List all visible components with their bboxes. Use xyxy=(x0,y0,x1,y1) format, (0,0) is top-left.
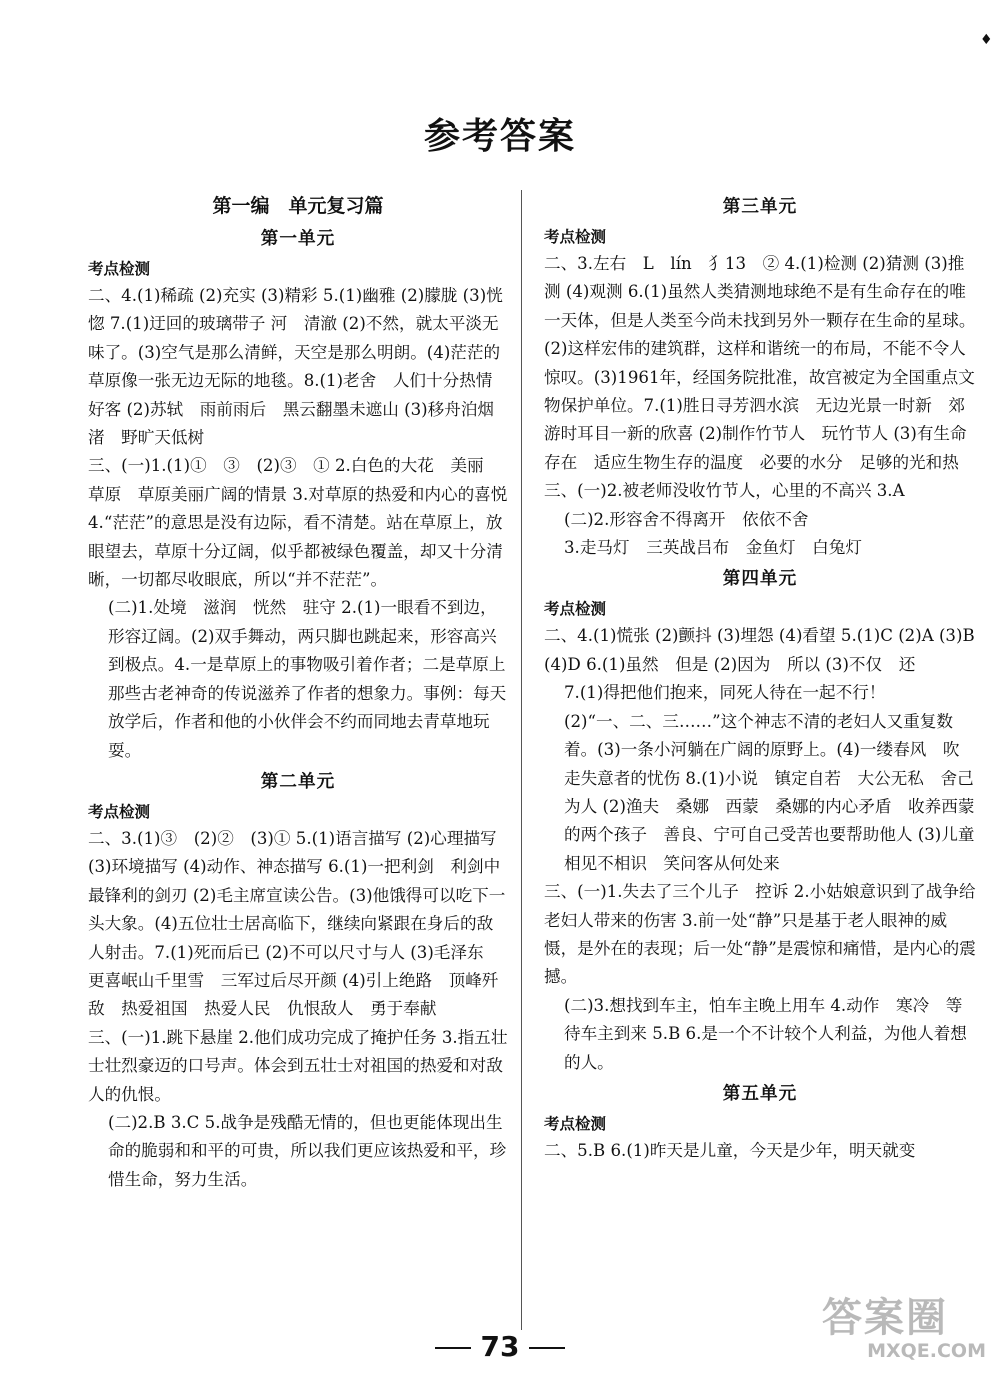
section-label: 考点检测 xyxy=(88,802,151,821)
unit-1 xyxy=(88,222,508,765)
watermark-main-text: 答案圈 xyxy=(822,1295,948,1341)
unit-3 xyxy=(544,190,976,562)
answer-paragraph: 二、4.(1)慌张 (2)颤抖 (3)埋怨 (4)看望 5.(1)C (2)A (3)B (4)D 6.(1)虽然 但是 (2)因为 所以 (3)不仅 还 xyxy=(544,626,975,674)
answer-paragraph: (二)2.B 3.C 5.战争是残酷无情的，但也更能体现出生命的脆弱和和平的可贵，所以我们更应该热爱和平，珍惜生命，努力生活。 xyxy=(108,1112,507,1189)
answer-paragraph: 二、4.(1)稀疏 (2)充实 (3)精彩 5.(1)幽雅 (2)朦胧 (3)恍惚 7.(1)迂回的玻璃带子 河 清澈 (2)不然，就太平淡无味了。(3)空气是那么清鲜，天空是那么明朗。(4)茫茫的草原像一张无边无际的地毯。8.(1)老舍 人们十分热情好客 (2)苏轼 雨前雨后 黑云翻墨未遮山 (3)移舟泊烟渚 野旷天低树 xyxy=(88,286,503,448)
section-label: 考点检测 xyxy=(544,600,607,619)
watermark-logo xyxy=(822,1296,992,1368)
watermark-sub-text: MXQE.COM xyxy=(867,1340,986,1362)
corner-mark: ♦ xyxy=(980,32,993,48)
section-label: 考点检测 xyxy=(544,1114,607,1133)
answer-paragraph: 三、(一)1.跳下悬崖 2.他们成功完成了掩护任务 3.指五壮士壮烈豪迈的口号声。体会到五壮士对祖国的热爱和对敌人的仇恨。 xyxy=(88,1027,508,1104)
left-column xyxy=(88,190,508,1194)
unit-4 xyxy=(544,562,976,1077)
answer-paragraph: 3.走马灯 三英战吕布 金鱼灯 白兔灯 xyxy=(564,538,862,558)
unit-title: 第二单元 xyxy=(260,771,336,792)
answer-paragraph: 三、(一)1.(1)① ③ (2)③ ① 2.白色的大花 美丽 草原 草原美丽广阔的情景 3.对草原的热爱和内心的喜悦 4.“茫茫”的意思是没有边际，看不清楚。站在草原上，放眼望去，草原十分辽阔，似乎都被绿色覆盖，却又十分清晰，一切都尽收眼底，所以“并不茫茫”。 xyxy=(88,456,508,590)
unit-title: 第四单元 xyxy=(722,569,798,590)
unit-title: 第一单元 xyxy=(260,229,336,249)
unit-title: 第三单元 xyxy=(722,197,798,217)
part-title: 第一编 单元复习篇 xyxy=(212,195,384,217)
page-title: 参考答案 xyxy=(423,116,576,157)
column-divider xyxy=(521,190,522,1330)
unit-title: 第五单元 xyxy=(722,1083,798,1104)
answer-paragraph: (2)“一、二、三……”这个神志不清的老妇人又重复数着。(3)一条小河躺在广阔的原野上。(4)一缕春风 吹走失意者的忧伤 8.(1)小说 镇定自若 大公无私 舍己为人 (2)渔夫 桑娜 西蒙 桑娜的内心矛盾 收养西蒙的两个孩子 善良、宁可自己受苦也要帮助他人 (3)儿童相见不相识 笑问客从何处来 xyxy=(564,711,975,873)
section-label: 考点检测 xyxy=(544,228,607,246)
answer-paragraph: (二)2.形容舍不得离开 依依不舍 xyxy=(564,509,809,529)
answer-paragraph: 三、(一)2.被老师没收竹节人，心里的不高兴 3.A xyxy=(544,481,905,501)
answer-paragraph: (二)3.想找到车主，怕车主晚上用车 4.动作 寒冷 等待车主到来 5.B 6.是一个不计较个人利益，为他人着想的人。 xyxy=(564,995,967,1072)
answer-paragraph: 二、3.(1)③ (2)② (3)① 5.(1)语言描写 (2)心理描写 (3)环境描写 (4)动作、神态描写 6.(1)一把利剑 利剑中最锋利的剑刃 (2)毛主席宣读公告。(3)他饿得可以吃下一头大象。(4)五位壮士居高临下，继续向紧跟在身后的敌人射击。7.(1)死而后已 (2)不可以尺寸与人 (3)毛泽东 更喜岷山千里雪 三军过后尽开颜 (4)引上绝路 顶峰歼敌 热爱祖国 热爱人民 仇恨敌人 勇于奉献 xyxy=(88,828,506,1019)
unit-2 xyxy=(88,765,508,1194)
page-number-dash-left xyxy=(435,1347,471,1349)
unit-5 xyxy=(544,1077,976,1165)
answer-paragraph: (二)1.处境 滋润 恍然 驻守 2.(1)一眼看不到边，形容辽阔。(2)双手舞动，两只脚也跳起来，形容高兴到极点。4.一是草原上的事物吸引着作者；二是草原上那些古老神奇的传说滋养了作者的想象力。事例：每天放学后，作者和他的小伙伴会不约而同地去青草地玩耍。 xyxy=(108,598,507,760)
answer-paragraph: 7.(1)得把他们抱来，同死人待在一起不行！ xyxy=(564,683,886,703)
right-column xyxy=(544,190,976,1165)
page-number-text: 73 xyxy=(480,1330,520,1363)
answer-paragraph: 二、3.左右 L lín ⺨13 ② 4.(1)检测 (2)猜测 (3)推测 (4)观测 6.(1)虽然人类猜测地球绝不是有生命存在的唯一天体，但是人类至今尚未找到另外一颗存在生命的星球。(2)这样宏伟的建筑群，这样和谐统一的布局，不能不令人惊叹。(3)1961年，经国务院批准，故宫被定为全国重点文物保护单位。7.(1)胜日寻芳泗水滨 无边光景一时新 郊游时耳目一新的欣喜 (2)制作竹节人 玩竹节人 (3)有生命存在 适应生物生存的温度 必要的水分 足够的光和热 xyxy=(544,254,976,472)
answer-paragraph: 三、(一)1.失去了三个儿子 控诉 2.小姑娘意识到了战争给老妇人带来的伤害 3.前一处“静”只是基于老人眼神的威慑，是外在的表现；后一处“静”是震惊和痛惜，是内心的震撼。 xyxy=(544,882,976,987)
answer-paragraph: 二、5.B 6.(1)昨天是儿童，今天是少年，明天就变 xyxy=(544,1140,916,1160)
page-number-dash-right xyxy=(529,1347,565,1349)
section-label: 考点检测 xyxy=(88,260,151,278)
